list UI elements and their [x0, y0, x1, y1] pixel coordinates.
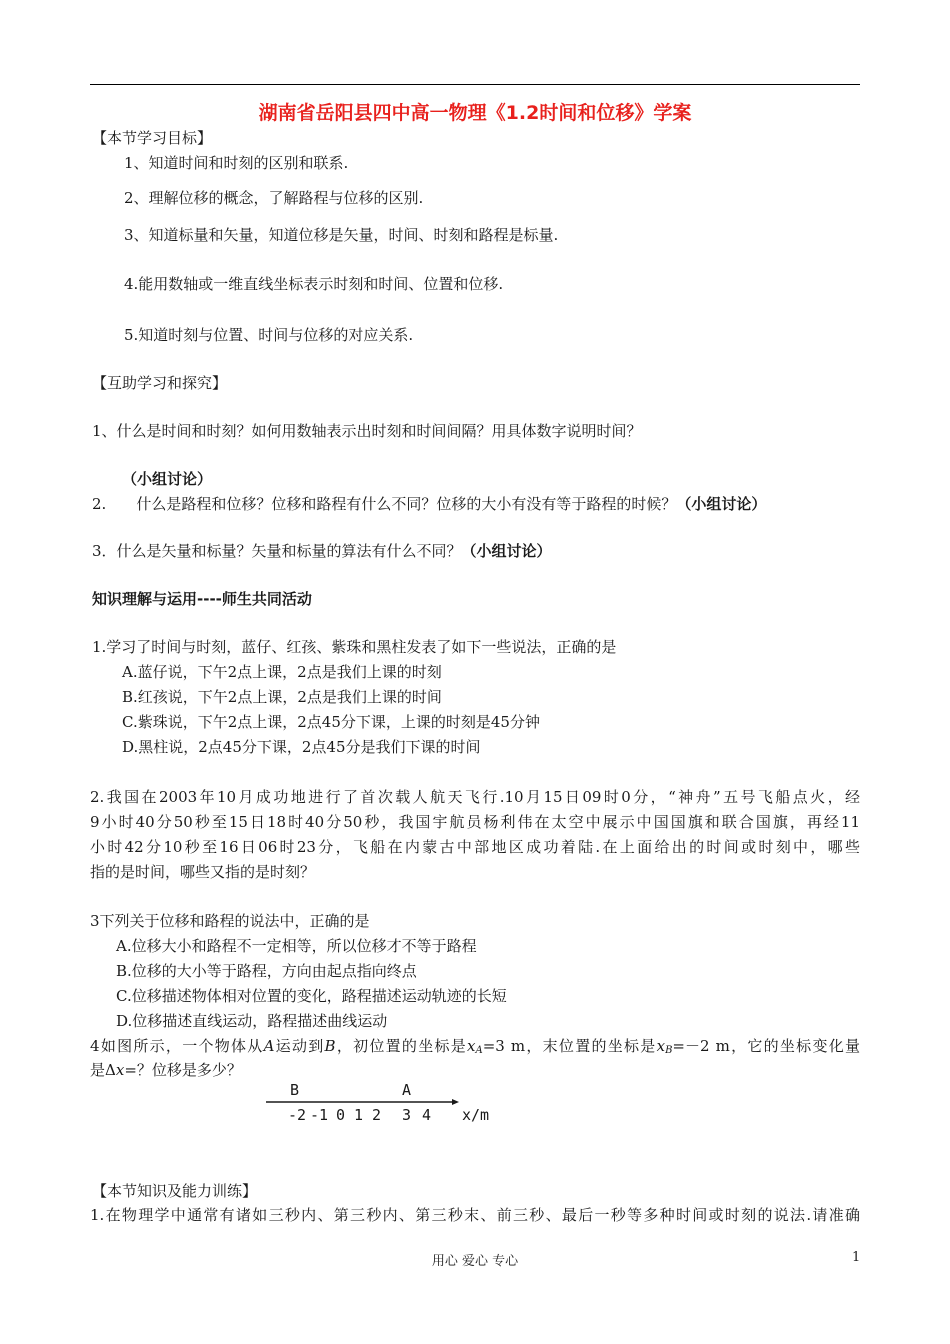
- problem-3-stem: 3下列关于位移和路程的说法中，正确的是: [90, 912, 370, 930]
- explore-q1-tag: （小组讨论）: [122, 470, 213, 488]
- explore-question-1: 1、什么是时间和时刻？如何用数轴表示出时刻和时间间隔？用具体数字说明时间？: [92, 422, 642, 440]
- problem-4-line-2: [90, 1060, 242, 1080]
- axis-unit-label: x/m: [462, 1106, 490, 1124]
- explore-heading: 【互助学习和探究】: [92, 374, 228, 392]
- explore-question-3: [92, 541, 552, 561]
- knowledge-heading: 知识理解与运用----师生共同活动: [92, 590, 312, 608]
- axis-tick-4: 4: [422, 1106, 432, 1124]
- problem-4-line-1: [90, 1036, 860, 1061]
- axis-tick-m2: -2: [288, 1106, 307, 1124]
- axis-tick-0: 0: [336, 1106, 346, 1124]
- q3-text: 3．什么是矢量和标量？矢量和标量的算法有什么不同？: [92, 542, 462, 560]
- axis-arrowhead: [452, 1099, 459, 1105]
- xb-sub: B: [665, 1045, 673, 1056]
- dx-var: x: [115, 1061, 125, 1079]
- p4-text-d: =3 m，末位置的坐标是: [482, 1037, 657, 1055]
- xa-var: x: [467, 1037, 476, 1055]
- problem-2-line-1: 2.我国在2003年10月成功地进行了首次载人航天飞行.10月15日09时0分，“神舟”五号飞船点火，经: [90, 788, 860, 806]
- p4-text-g: =？位移是多少？: [124, 1061, 242, 1079]
- document-title: 湖南省岳阳县四中高一物理《1.2时间和位移》学案: [258, 102, 692, 124]
- q2-tag: （小组讨论）: [676, 495, 767, 513]
- problem-3-option-a: A.位移大小和路程不一定相等，所以位移才不等于路程: [116, 937, 477, 955]
- goal-item-3: 3、知道标量和矢量，知道位移是矢量，时间、时刻和路程是标量.: [124, 226, 559, 244]
- point-b-ref: B: [324, 1037, 336, 1055]
- p4-text-f: 是Δ: [90, 1061, 116, 1079]
- header-rule: [90, 84, 860, 85]
- q2-number: 2.: [92, 495, 107, 513]
- axis-tick-3: 3: [402, 1106, 412, 1124]
- xb-var: x: [656, 1037, 666, 1055]
- goal-item-4: 4.能用数轴或一维直线坐标表示时刻和时间、位置和位移.: [124, 275, 504, 293]
- p4-text-a: 4如图所示，一个物体从: [90, 1037, 264, 1055]
- problem-2-line-4: 指的是时间，哪些又指的是时刻？: [90, 863, 316, 881]
- xa-sub: A: [475, 1045, 483, 1056]
- problem-3-option-b: B.位移的大小等于路程，方向由起点指向终点: [116, 962, 417, 980]
- axis-point-a-label: A: [402, 1081, 412, 1099]
- point-a-ref: A: [263, 1037, 275, 1055]
- problem-1-option-b: B.红孩说，下午2点上课，2点是我们上课的时间: [122, 688, 442, 706]
- axis-tick-m1: -1: [310, 1106, 329, 1124]
- problem-3-option-d: D.位移描述直线运动，路程描述曲线运动: [116, 1012, 388, 1030]
- p4-text-b: 运动到: [274, 1037, 325, 1055]
- goal-item-1: 1、知道时间和时刻的区别和联系.: [124, 154, 349, 172]
- axis-point-b-label: B: [290, 1081, 300, 1099]
- goal-item-2: 2、理解位移的概念，了解路程与位移的区别.: [124, 189, 424, 207]
- axis-tick-2: 2: [372, 1106, 382, 1124]
- training-question-1: 1.在物理学中通常有诸如三秒内、第三秒内、第三秒末、前三秒、最后一秒等多种时间或时刻的说法.请准确: [90, 1206, 860, 1224]
- problem-1-option-c: C.紫珠说，下午2点上课，2点45分下课，上课的时刻是45分钟: [122, 713, 540, 731]
- p4-text-c: ，初位置的坐标是: [335, 1037, 468, 1055]
- goal-item-5: 5.知道时刻与位置、时间与位移的对应关系.: [124, 326, 414, 344]
- axis-tick-1: 1: [354, 1106, 364, 1124]
- footer-motto: 用心 爱心 专心: [431, 1254, 519, 1269]
- training-heading: 【本节知识及能力训练】: [92, 1182, 258, 1200]
- q3-tag: （小组讨论）: [461, 542, 552, 560]
- problem-1-stem: 1.学习了时间与时刻，蓝仔、红孩、紫珠和黑柱发表了如下一些说法，正确的是: [92, 638, 617, 656]
- problem-3-option-c: C.位移描述物体相对位置的变化，路程描述运动轨迹的长短: [116, 987, 507, 1005]
- problem-1-option-d: D.黑柱说，2点45分下课，2点45分是我们下课的时间: [122, 738, 481, 756]
- q2-text: 什么是路程和位移？位移和路程有什么不同？位移的大小有没有等于路程的时候？: [136, 495, 677, 513]
- problem-2-line-2: 9小时40分50秒至15日18时40分50秒，我国宇航员杨利伟在太空中展示中国国旗和联合国旗，再经11: [90, 813, 860, 831]
- goals-heading: 【本节学习目标】: [92, 129, 213, 147]
- problem-1-option-a: A.蓝仔说，下午2点上课，2点是我们上课的时刻: [122, 663, 442, 681]
- page-number: 1: [852, 1250, 861, 1265]
- problem-2-line-3: 小时42分10秒至16日06时23分，飞船在内蒙古中部地区成功着陆.在上面给出的时间或时刻中，哪些: [90, 838, 860, 856]
- p4-text-e: =－2 m，它的坐标变化量: [672, 1037, 860, 1055]
- explore-question-2: [92, 494, 766, 514]
- number-axis-figure: [262, 1080, 502, 1128]
